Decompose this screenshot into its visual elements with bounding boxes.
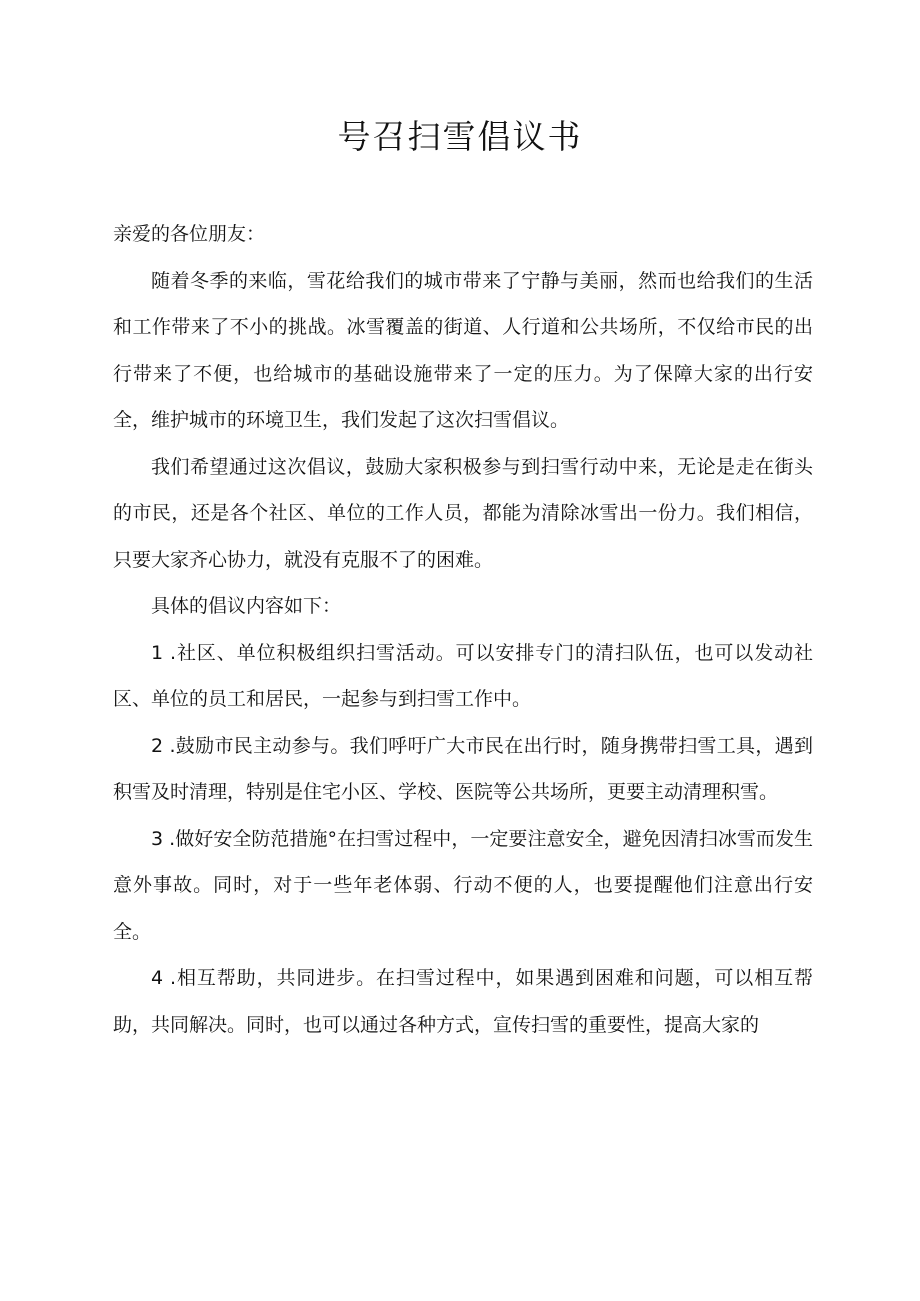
document-title: 号召扫雪倡议书 [337, 117, 583, 156]
paragraph-item-3: 3 .做好安全防范措施°在扫雪过程中，一定要注意安全，避免因清扫冰雪而发生意外事故。同时，对于一些年老体弱、行动不便的人，也要提醒他们注意出行安全。 [113, 827, 813, 943]
paragraph-item-4: 4 .相互帮助，共同进步。在扫雪过程中，如果遇到困难和问题，可以相互帮助，共同解决。同时，也可以通过各种方式，宣传扫雪的重要性，提高大家的 [113, 967, 813, 1036]
paragraph-content-heading: 具体的倡议内容如下： [151, 595, 342, 617]
paragraph-hope: 我们希望通过这次倡议，鼓励大家积极参与到扫雪行动中来，无论是走在街头的市民，还是各个社区、单位的工作人员，都能为清除冰雪出一份力。我们相信，只要大家齐心协力，就没有克服不了的困难。 [113, 455, 813, 571]
paragraph-item-1: 1 .社区、单位积极组织扫雪活动。可以安排专门的清扫队伍，也可以发动社区、单位的员工和居民，一起参与到扫雪工作中。 [113, 641, 813, 710]
paragraph-intro: 随着冬季的来临，雪花给我们的城市带来了宁静与美丽，然而也给我们的生活和工作带来了不小的挑战。冰雪覆盖的街道、人行道和公共场所，不仅给市民的出行带来了不便，也给城市的基础设施带来了一定的压力。为了保障大家的出行安全，维护城市的环境卫生，我们发起了这次扫雪倡议。 [113, 269, 813, 431]
document-body [113, 211, 813, 1048]
salutation: 亲爱的各位朋友： [113, 223, 266, 245]
paragraph-item-2: 2 .鼓励市民主动参与。我们呼吁广大市民在出行时，随身携带扫雪工具，遇到积雪及时清理，特别是住宅小区、学校、医院等公共场所，更要主动清理积雪。 [113, 734, 813, 803]
